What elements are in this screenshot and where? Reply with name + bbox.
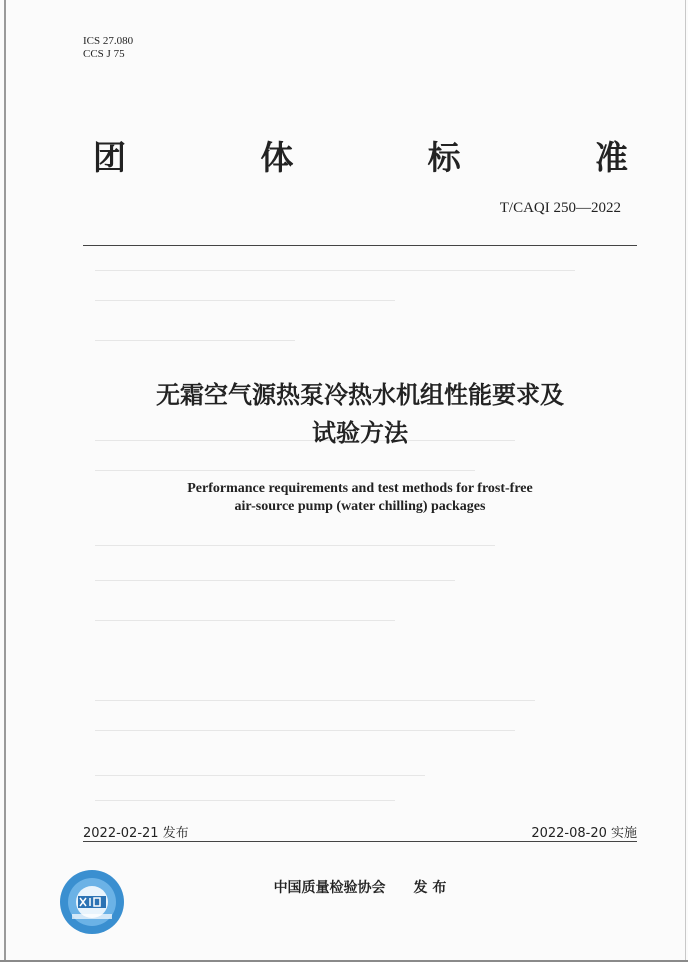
- english-title-line-1: Performance requirements and test methods for frost-free: [187, 481, 533, 496]
- top-divider: [83, 245, 637, 246]
- document-type-heading: [93, 132, 628, 179]
- classification-codes: [83, 35, 133, 61]
- scan-edge-right: [685, 0, 686, 962]
- doc-type-char-1: 团: [93, 138, 126, 177]
- standard-number: T/CAQI 250—2022: [499, 200, 621, 216]
- ics-code: ICS 27.080: [83, 35, 134, 47]
- chinese-title-line-2: 试验方法: [312, 419, 408, 447]
- anti-counterfeit-seal-icon: [58, 868, 126, 936]
- publisher-line: 中国质量检验协会 发 布: [273, 880, 447, 896]
- bottom-divider: [83, 841, 637, 842]
- english-title-line-2: air-source pump (water chilling) packages: [234, 499, 486, 514]
- issue-date: 2022-02-21 发布: [83, 826, 189, 841]
- chinese-title-line-1: 无霜空气源热泵冷热水机组性能要求及: [156, 381, 564, 409]
- doc-type-char-2: 体: [260, 138, 294, 177]
- chinese-title: [83, 376, 637, 452]
- date-row: [83, 822, 637, 841]
- scan-edge-left: [4, 0, 6, 962]
- implementation-date: 2022-08-20 实施: [531, 826, 637, 841]
- doc-type-char-4: 准: [594, 138, 628, 177]
- english-title: [83, 480, 637, 516]
- doc-type-char-3: 标: [427, 138, 461, 177]
- ccs-code: CCS J 75: [83, 48, 125, 60]
